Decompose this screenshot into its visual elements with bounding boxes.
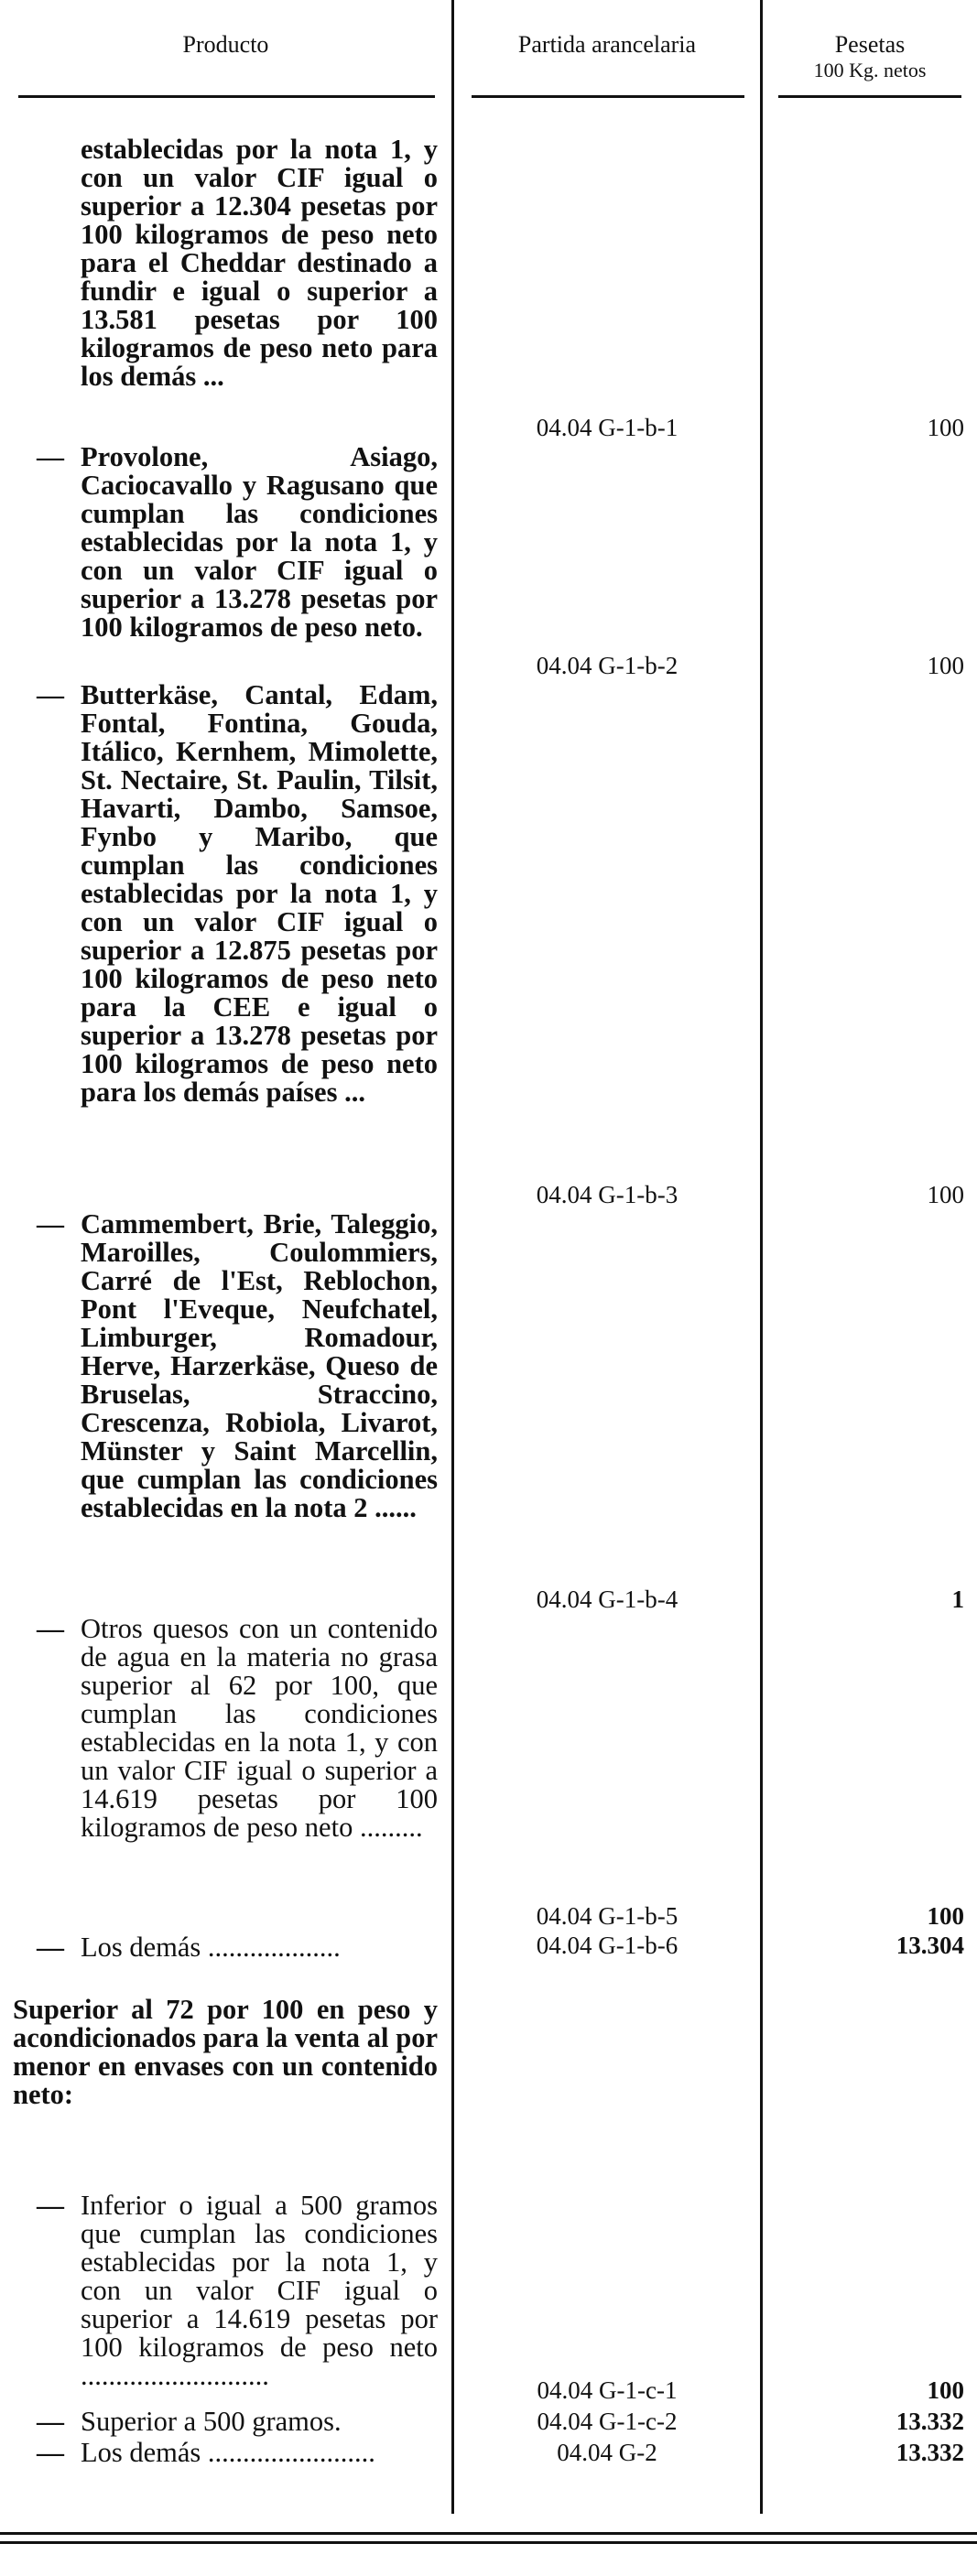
product-description: Inferior o igual a 500 gramos que cumplan las condiciones establecidas por la nota 1, y con un valor CIF igual o superior a 14.619 pesetas por 100 kilogramos de peso neto ........................... bbox=[81, 2190, 438, 2391]
list-dash: — bbox=[37, 1614, 64, 1644]
tariff-code: 04.04 G-1-c-1 bbox=[537, 2376, 678, 2404]
tariff-code: 04.04 G-1-b-5 bbox=[536, 1902, 678, 1930]
tariff-code: 04.04 G-1-c-2 bbox=[537, 2408, 678, 2435]
list-dash: — bbox=[37, 442, 64, 472]
list-dash: — bbox=[37, 2407, 64, 2437]
product-description: Cammembert, Brie, Taleggio, Maroilles, Coulommiers, Carré de l'Est, Reblochon, Pont l'Eveque, Neufchatel, Limburger, Romadour, Herve, Harzerkäse, Queso de Bruselas, Straccino, Crescenza, Robiola, Livarot, Münster y Saint Marcellin, que cumplan las condiciones establecidas en la nota 2 ...... bbox=[81, 1208, 438, 1523]
header-partida-arancelaria: Partida arancelaria bbox=[517, 31, 697, 58]
duty-value: 100 bbox=[927, 1902, 964, 1930]
product-description: Los demás ................... bbox=[81, 1932, 341, 1963]
duty-value: 100 bbox=[927, 414, 964, 441]
header-rule bbox=[778, 95, 961, 98]
duty-value: 13.332 bbox=[896, 2408, 964, 2435]
column-divider bbox=[760, 0, 763, 2514]
list-dash: — bbox=[37, 1209, 64, 1239]
footer-rule bbox=[0, 2532, 977, 2535]
list-dash: — bbox=[37, 680, 64, 710]
product-description: establecidas por la nota 1, y con un valor CIF igual o superior a 12.304 pesetas por 100 kilogramos de peso neto para el Cheddar destinado a fundir e igual o superior a 13.581 pesetas por 100 kilogramos de peso neto para los demás ... bbox=[81, 134, 438, 392]
tariff-code: 04.04 G-1-b-2 bbox=[536, 652, 678, 679]
header-rule bbox=[472, 95, 744, 98]
product-description: Otros quesos con un contenido de agua en la materia no grasa superior al 62 por 100, que cumplan las condiciones establecidas en la nota 1, y con un valor CIF igual o superior a 14.619 pesetas por 100 kilogramos de peso neto ......... bbox=[81, 1613, 438, 1843]
duty-value: 13.332 bbox=[896, 2439, 964, 2466]
tariff-code: 04.04 G-1-b-6 bbox=[536, 1932, 678, 1959]
header-pesetas-unit: 100 Kg. netos bbox=[813, 59, 927, 81]
tariff-code: 04.04 G-1-b-4 bbox=[536, 1586, 678, 1613]
header-pesetas bbox=[763, 31, 977, 82]
header-pesetas-title: Pesetas bbox=[834, 31, 906, 58]
column-divider bbox=[451, 0, 454, 2514]
duty-value: 100 bbox=[927, 652, 964, 679]
section-heading: Superior al 72 por 100 en peso y acondicionados para la venta al por menor en envases con un contenido neto: bbox=[13, 1994, 438, 2110]
product-description: Los demás ........................ bbox=[81, 2437, 375, 2468]
duty-value: 1 bbox=[951, 1586, 964, 1613]
duty-value: 100 bbox=[927, 2376, 964, 2404]
product-description: Provolone, Asiago, Caciocavallo y Ragusano que cumplan las condiciones establecidas por la nota 1, y con un valor CIF igual o superior a 13.278 pesetas por 100 kilogramos de peso neto. bbox=[81, 441, 438, 643]
duty-value: 100 bbox=[927, 1181, 964, 1208]
list-dash: — bbox=[37, 2191, 64, 2221]
footer-rule bbox=[0, 2541, 977, 2544]
header-producto: Producto bbox=[182, 31, 269, 58]
tariff-code: 04.04 G-2 bbox=[557, 2439, 657, 2466]
duty-value: 13.304 bbox=[896, 1932, 964, 1959]
tariff-code: 04.04 G-1-b-1 bbox=[536, 414, 678, 441]
list-dash: — bbox=[37, 1932, 64, 1963]
list-dash: — bbox=[37, 2438, 64, 2468]
product-description: Butterkäse, Cantal, Edam, Fontal, Fontina, Gouda, Itálico, Kernhem, Mimolette, St. Nectaire, St. Paulin, Tilsit, Havarti, Dambo, Samsoe, Fynbo y Maribo, que cumplan las condiciones establecidas por la nota 1, y con un valor CIF igual o superior a 12.875 pesetas por 100 kilogramos de peso neto para la CEE e igual o superior a 13.278 pesetas por 100 kilogramos de peso neto para los demás países ... bbox=[81, 679, 438, 1108]
tariff-code: 04.04 G-1-b-3 bbox=[536, 1181, 678, 1208]
header-rule bbox=[18, 95, 435, 98]
product-description: Superior a 500 gramos. bbox=[81, 2406, 342, 2437]
